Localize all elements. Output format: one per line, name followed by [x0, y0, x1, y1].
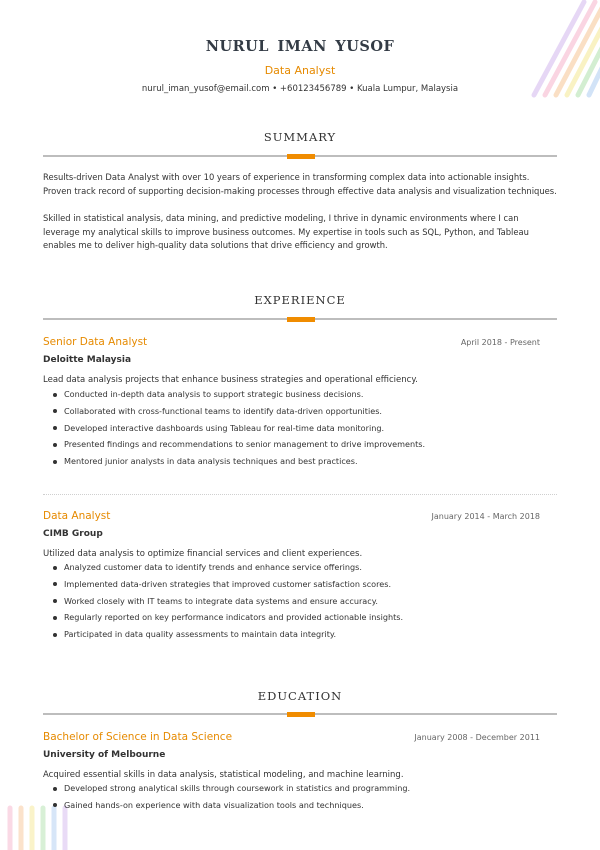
job-bullet-list [52, 386, 425, 470]
list-item: Worked closely with IT teams to integrate data systems and ensure accuracy. [52, 593, 403, 610]
contact-line: nurul_iman_yusof@email.com • +60123456789 • Kuala Lumpur, Malaysia [141, 84, 459, 94]
summary-rule-accent [287, 154, 315, 159]
job-dates: April 2018 - Present [460, 338, 540, 347]
experience-heading: EXPERIENCE [254, 293, 346, 307]
list-item: Participated in data quality assessments to maintain data integrity. [52, 626, 403, 643]
degree-title: Bachelor of Science in Data Science [43, 731, 233, 743]
job-title: Data Analyst [43, 510, 111, 522]
candidate-name: NURUL IMAN YUSOF [205, 38, 395, 55]
list-item: Implemented data-driven strategies that improved customer satisfaction scores. [52, 576, 403, 593]
education-bullet-list [52, 780, 410, 814]
list-item: Regularly reported on key performance indicators and provided actionable insights. [52, 609, 403, 626]
company-name: Deloitte Malaysia [43, 355, 132, 365]
job-dates: January 2014 - March 2018 [431, 512, 540, 521]
candidate-role: Data Analyst [264, 64, 336, 77]
job-description: Utilized data analysis to optimize financial services and client experiences. [43, 549, 363, 559]
education-dates: January 2008 - December 2011 [414, 733, 540, 742]
education-description: Acquired essential skills in data analysis, statistical modeling, and machine learning. [43, 770, 404, 780]
list-item: Conducted in-depth data analysis to support strategic business decisions. [52, 386, 425, 403]
list-item: Developed interactive dashboards using Tableau for real-time data monitoring. [52, 420, 425, 437]
list-item: Mentored junior analysts in data analysis techniques and best practices. [52, 453, 425, 470]
summary-paragraph-1: Results-driven Data Analyst with over 10 years of experience in transforming complex data into actionable insights. Proven track record of supporting decision-making processes through effective data analysis and visualization techniques. [43, 172, 557, 196]
job-bullet-list [52, 559, 403, 643]
list-item: Presented findings and recommendations to senior management to drive improvements. [52, 436, 425, 453]
summary-paragraph-2: Skilled in statistical analysis, data mining, and predictive modeling, I thrive in dynamic environments where I can leverage my analytical skills to improve business outcomes. My expertise in tools such as SQL, Python, and Tableau enables me to deliver high-quality data solutions that drive efficiency and growth. [43, 213, 529, 250]
job-divider [43, 494, 557, 495]
summary-heading: SUMMARY [263, 130, 337, 144]
list-item: Gained hands-on experience with data visualization tools and techniques. [52, 797, 410, 814]
education-heading: EDUCATION [257, 689, 343, 703]
job-title: Senior Data Analyst [43, 336, 148, 348]
school-name: University of Melbourne [43, 750, 166, 760]
education-rule-accent [287, 712, 315, 717]
list-item: Collaborated with cross-functional teams to identify data-driven opportunities. [52, 403, 425, 420]
company-name: CIMB Group [43, 529, 103, 539]
experience-rule-accent [287, 317, 315, 322]
list-item: Developed strong analytical skills through coursework in statistics and programming. [52, 780, 410, 797]
job-description: Lead data analysis projects that enhance business strategies and operational efficiency. [43, 375, 418, 385]
list-item: Analyzed customer data to identify trends and enhance service offerings. [52, 559, 403, 576]
